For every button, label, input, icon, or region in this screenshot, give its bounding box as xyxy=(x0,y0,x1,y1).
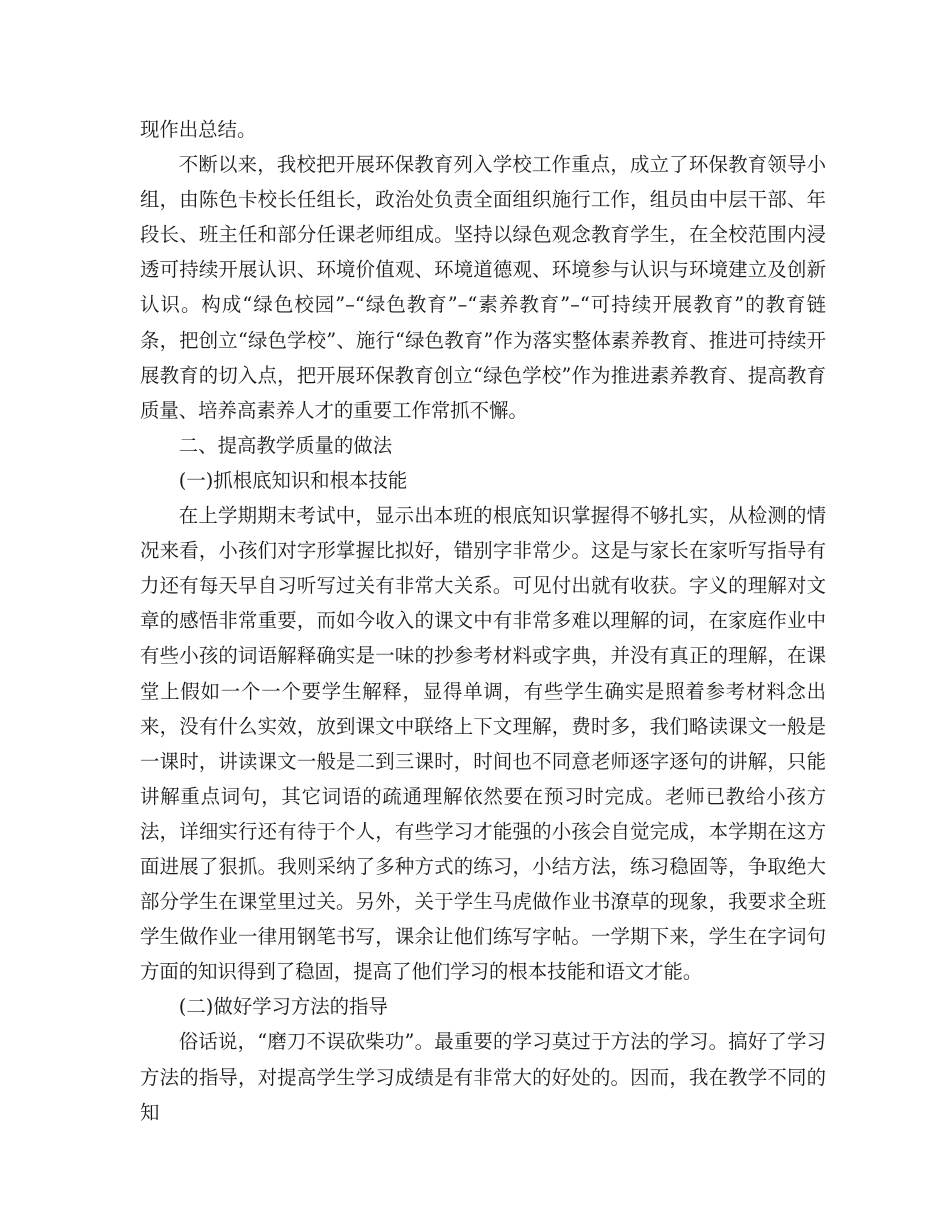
subsection-heading-basic-knowledge: (一)抓根底知识和根本技能 xyxy=(178,468,408,492)
document-body xyxy=(140,112,826,1130)
section-heading-teaching-quality: 二、提高教学质量的做法 xyxy=(178,433,393,457)
paragraph-continuation: 现作出总结。 xyxy=(140,118,257,141)
subsection-heading-study-methods: (二)做好学习方法的指导 xyxy=(178,995,388,1019)
paragraph-environmental-education: 不断以来，我校把开展环保教育列入学校工作重点，成立了环保教育领导小组，由陈色卡校长任组长，政治处负责全面组织施行工作，组员由中层干部、年段长、班主任和部分任课老师组成。坚持以绿色观念教育学生，在全校范围内浸透可持续开展认识、环境价值观、环境道德观、环境参与认识与环境建立及创新认识。构成“绿色校园”–“绿色教育”–“素养教育”–“可持续开展教育”的教育链条，把创立“绿色学校”、施行“绿色教育”作为落实整体素养教育、推进可持续开展教育的切入点，把开展环保教育创立“绿色学校”作为推进素养教育、提高教育质量、培养高素养人才的重要工作常抓不懈。 xyxy=(140,153,826,422)
paragraph-study-methods: 俗话说，“磨刀不误砍柴功”。最重要的学习莫过于方法的学习。搞好了学习方法的指导，对提高学生学习成绩是有非常大的好处的。因而，我在教学不同的知 xyxy=(140,1030,826,1124)
paragraph-basic-knowledge: 在上学期期末考试中，显示出本班的根底知识掌握得不够扎实，从检测的情况来看，小孩们对字形掌握比拟好，错别字非常少。这是与家长在家听写指导有力还有每天早自习听写过关有非常大关系。可见付出就有收获。字义的理解对文章的感悟非常重要，而如今收入的课文中有非常多难以理解的词，在家庭作业中有些小孩的词语解释确实是一味的抄参考材料或字典，并没有真正的理解，在课堂上假如一个一个要学生解释，显得单调，有些学生确实是照着参考材料念出来，没有什么实效，放到课文中联络上下文理解，费时多，我们略读课文一般是一课时，讲读课文一般是二到三课时，时间也不同意老师逐字逐句的讲解，只能讲解重点词句，其它词语的疏通理解依然要在预习时完成。老师已教给小孩方法，详细实行还有待于个人，有些学习才能强的小孩会自觉完成，本学期在这方面进展了狠抓。我则采纳了多种方式的练习，小结方法，练习稳固等，争取绝大部分学生在课堂里过关。另外，关于学生马虎做作业书潦草的现象，我要求全班学生做作业一律用钢笔书写，课余让他们练写字帖。一学期下来，学生在字词句方面的知识得到了稳固，提高了他们学习的根本技能和语文才能。 xyxy=(140,504,826,984)
